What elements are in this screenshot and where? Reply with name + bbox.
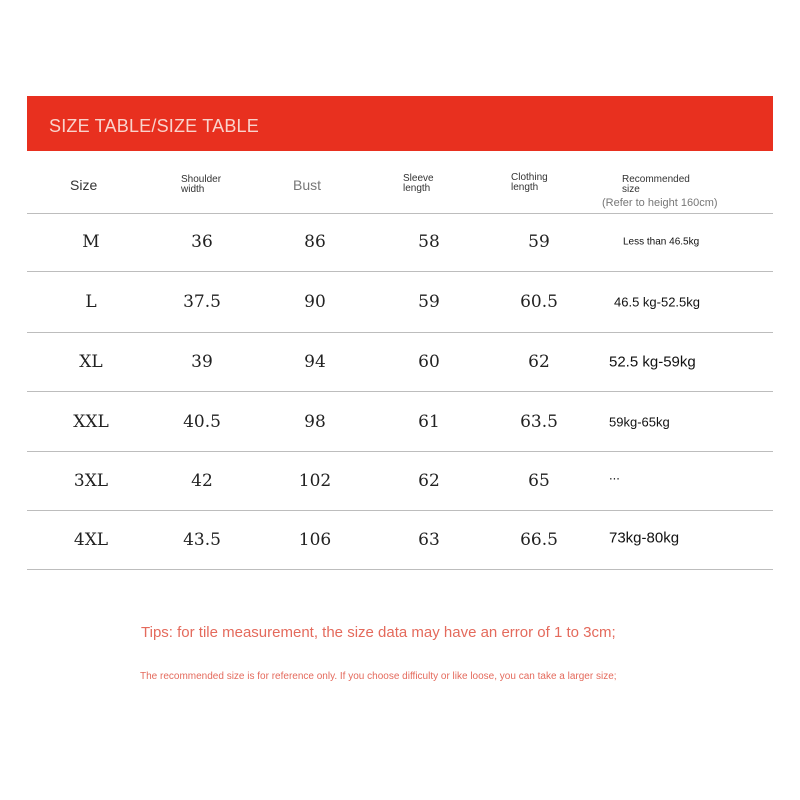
cell-size: 3XL: [73, 471, 109, 491]
cell-recommended: ...: [609, 467, 620, 483]
cell-bust: 102: [298, 471, 332, 491]
cell-length: 65: [528, 471, 550, 491]
recommendation-note: The recommended size is for reference only. If you choose difficulty or like loose, you can take a larger size;: [140, 671, 617, 682]
cell-recommended: 46.5 kg-52.5kg: [614, 294, 701, 310]
table-row: [27, 392, 773, 452]
size-table-banner: [27, 96, 773, 151]
table-row: [27, 452, 773, 511]
cell-size: 4XL: [73, 530, 109, 550]
cell-recommended: 59kg-65kg: [609, 414, 670, 429]
header-rec-line1: Recommended: [622, 174, 690, 185]
cell-length: 59: [528, 232, 550, 252]
header-recommended-size: [622, 175, 690, 195]
header-height-reference: (Refer to height 160cm): [602, 197, 718, 209]
cell-sleeve: 59: [418, 292, 440, 312]
header-shoulder-width: [181, 175, 221, 195]
table-row: [27, 213, 773, 272]
measurement-tips: Tips: for tile measurement, the size data may have an error of 1 to 3cm;: [141, 624, 616, 641]
cell-shoulder: 36: [191, 232, 213, 252]
cell-sleeve: 61: [418, 411, 440, 432]
cell-shoulder: 42: [191, 471, 213, 491]
cell-size: XXL: [73, 411, 109, 432]
header-clothing-length: [511, 173, 548, 193]
header-sleeve-line1: Sleeve: [403, 173, 434, 184]
header-sleeve-length: [403, 174, 434, 194]
cell-bust: 98: [304, 411, 326, 432]
cell-shoulder: 37.5: [183, 292, 221, 312]
header-shoulder-line2: width: [181, 184, 205, 195]
cell-sleeve: 58: [418, 232, 440, 252]
cell-sleeve: 63: [418, 530, 440, 550]
cell-recommended: Less than 46.5kg: [623, 236, 700, 248]
cell-bust: 86: [304, 232, 326, 252]
cell-length: 66.5: [520, 530, 558, 550]
cell-recommended: 73kg-80kg: [609, 529, 680, 547]
cell-bust: 90: [304, 292, 326, 312]
header-clothing-line1: Clothing: [511, 172, 548, 183]
cell-size: M: [82, 232, 100, 252]
cell-bust: 106: [298, 530, 332, 550]
header-size: Size: [70, 177, 98, 193]
cell-size: L: [85, 292, 97, 312]
banner-title: SIZE TABLE/SIZE TABLE: [49, 116, 259, 136]
header-clothing-line2: length: [511, 182, 539, 193]
table-row: [27, 333, 773, 392]
header-bust: Bust: [293, 177, 322, 193]
cell-size: XL: [79, 352, 103, 372]
cell-length: 60.5: [520, 292, 558, 312]
cell-sleeve: 60: [418, 352, 440, 372]
cell-recommended: 52.5 kg-59kg: [609, 353, 696, 371]
cell-shoulder: 43.5: [183, 530, 221, 550]
cell-shoulder: 40.5: [183, 411, 221, 432]
header-shoulder-line1: Shoulder: [181, 174, 222, 185]
cell-shoulder: 39: [191, 352, 213, 372]
table-header: [27, 151, 773, 214]
header-rec-line2: size: [622, 184, 640, 195]
table-row: [27, 272, 773, 333]
cell-length: 63.5: [520, 411, 558, 432]
cell-length: 62: [528, 352, 550, 372]
cell-sleeve: 62: [418, 471, 440, 491]
cell-bust: 94: [304, 352, 326, 372]
header-sleeve-line2: length: [403, 183, 431, 194]
table-row: [27, 511, 773, 570]
